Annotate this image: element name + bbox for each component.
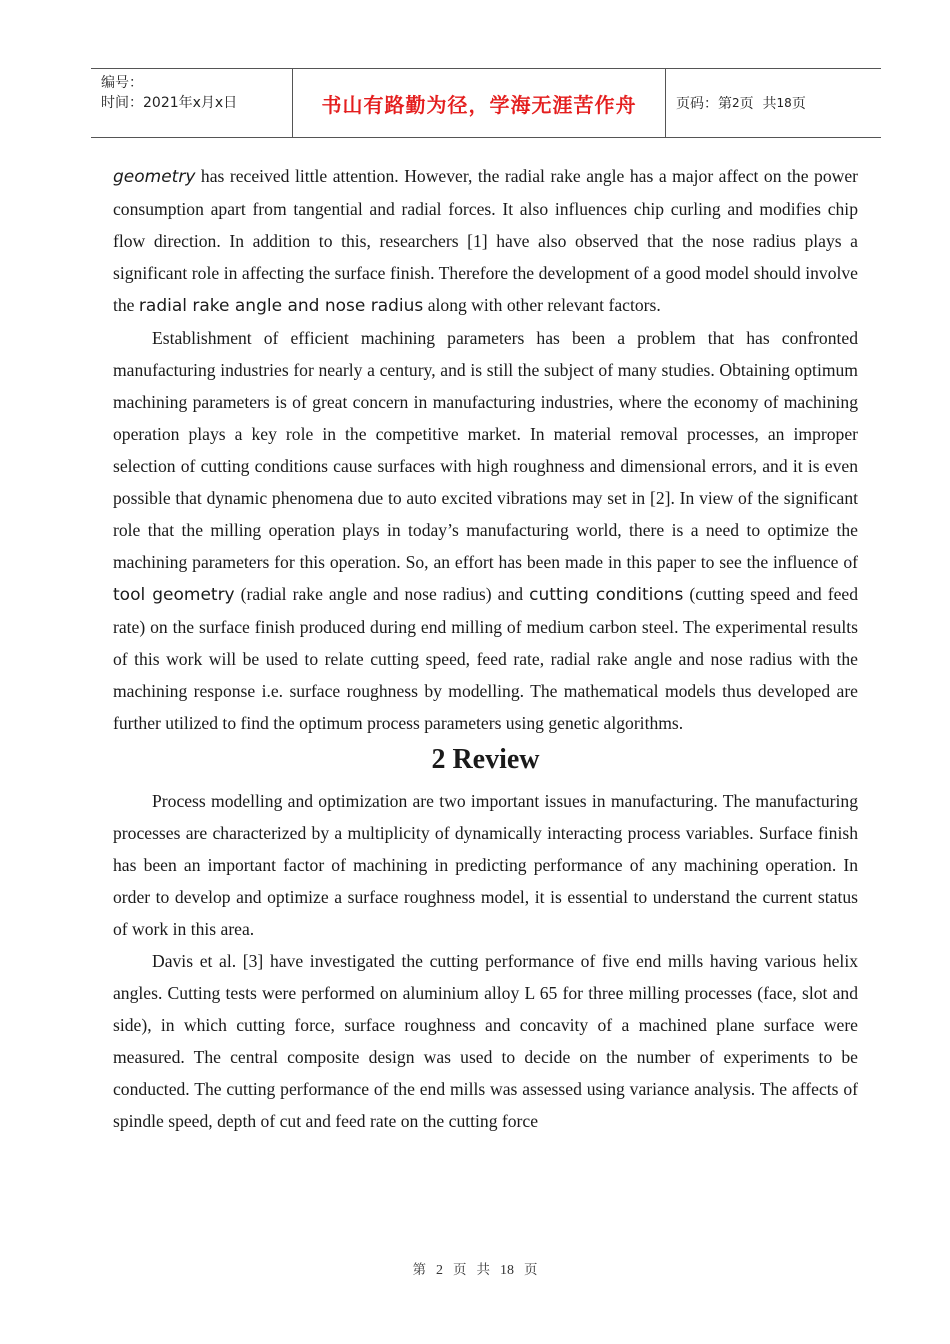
header-motto: 书山有路勤为径，学海无涯苦作舟 <box>293 69 666 137</box>
header-meta-cell <box>91 69 293 137</box>
paragraph-review-intro: Process modelling and optimization are two important issues in manufacturing. The manufacturing processes are characterized by a multiplicity of dynamically interacting process variables. Surface finish has been an important factor of machining in predicting performance of any machining operation. In order to develop and optimize a surface roughness model, it is essential to understand the current status of work in this area. <box>113 791 858 939</box>
page-footer <box>0 1258 950 1279</box>
header-page-info <box>666 69 881 137</box>
paragraph-text: (radial rake angle and nose radius) and <box>234 584 530 604</box>
emphasis-tool-geometry: tool geometry <box>113 585 235 605</box>
page-header <box>91 68 881 138</box>
header-code-label: 编号： <box>101 75 143 91</box>
footer-ye: 页 <box>453 1262 467 1278</box>
header-page-label: 页码：第 <box>676 96 732 112</box>
paragraph-text: has received little attention. However, the radial rake angle has a major affect on the power consumption apart from tangential and radial forces. It also influences chip curling and modifies chip flow direction. In addition to this, researchers [1] have also observed that the nose radius plays a significant role in affecting the surface finish. Therefore the development of a good model should involve the <box>113 166 858 315</box>
footer-di: 第 <box>412 1262 426 1278</box>
footer-gong: 共 <box>476 1262 490 1278</box>
header-time: 时间：2021年x月x日 <box>101 95 238 111</box>
emphasis-geometry: geometry <box>113 167 196 187</box>
header-page-total: 18 <box>776 96 792 110</box>
section-heading: 2 Review <box>431 744 540 775</box>
paragraph-continuation <box>113 160 858 322</box>
paragraph-davis: Davis et al. [3] have investigated the cutting performance of five end mills having various helix angles. Cutting tests were performed on aluminium alloy L 65 for three milling processes (face, slot and side), in which cutting force, surface roughness and concavity of a machined plane surface were measured. The central composite design was used to decide on the number of experiments to be conducted. The cutting performance of the end mills was assessed using variance analysis. The affects of spindle speed, depth of cut and feed rate on the cutting force <box>113 951 858 1131</box>
paragraph-machining-parameters <box>113 322 858 739</box>
document-body <box>113 160 858 1137</box>
paragraph-text: along with other relevant factors. <box>423 295 661 315</box>
header-page-end: 页 <box>791 96 806 112</box>
emphasis-cutting-conditions: cutting conditions <box>529 585 684 605</box>
footer-page-total: 18 <box>500 1263 514 1278</box>
footer-page-number: 2 <box>436 1263 443 1278</box>
paragraph-text: (cutting speed and feed rate) on the surface finish produced during end milling of medium carbon steel. The experimental results of this work will be used to relate cutting speed, feed rate, radial rake angle and nose radius with the machining response i.e. surface roughness by modelling. The mathematical models thus developed are further utilized to find the optimum process parameters using genetic algorithms. <box>113 584 858 733</box>
emphasis-rake-nose: radial rake angle and nose radius <box>138 296 424 316</box>
header-page-number: 2 <box>732 96 740 110</box>
header-page-mid: 页 共 <box>739 96 777 112</box>
footer-ye-end: 页 <box>524 1262 538 1278</box>
paragraph-text: Establishment of efficient machining parameters has been a problem that has confronted manufacturing industries for nearly a century, and is still the subject of many studies. Obtaining optimum machining parameters is of great concern in manufacturing industries, where the economy of machining operation plays a key role in the competitive market. In material removal processes, an improper selection of cutting conditions cause surfaces with high roughness and dimensional errors, and it is even possible that dynamic phenomena due to auto excited vibrations may set in [2]. In view of the significant role that the milling operation plays in today’s manufacturing world, there is a need to optimize the machining parameters for this operation. So, an effort has been made in this paper to see the influence of <box>113 328 858 572</box>
